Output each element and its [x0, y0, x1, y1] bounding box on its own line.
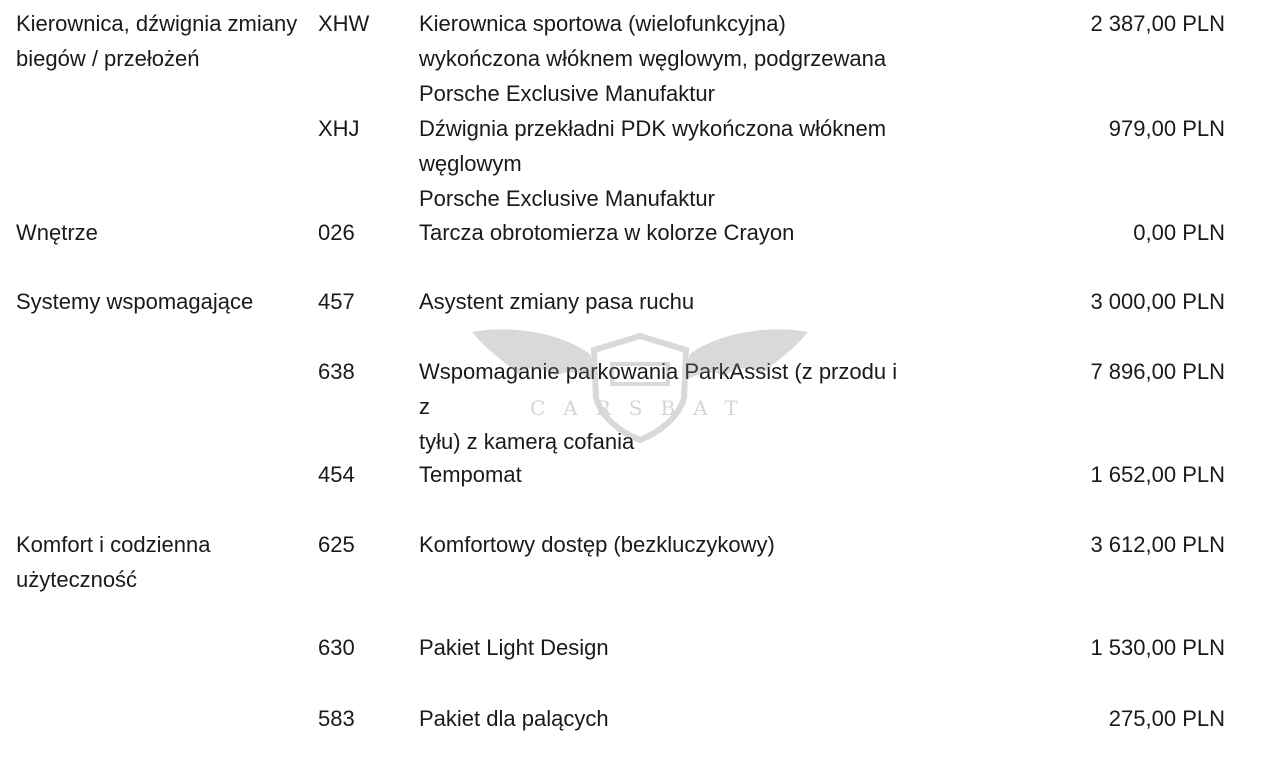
option-code: 583: [318, 706, 355, 731]
description-line: Asystent zmiany pasa ruchu: [419, 289, 695, 314]
description-line: Komfortowy dostęp (bezkluczykowy): [419, 532, 775, 557]
option-code: XHW: [318, 11, 370, 36]
description-line: tyłu) z kamerą cofania: [419, 429, 635, 454]
description-line: Tarcza obrotomierza w kolorze Crayon: [419, 220, 795, 245]
option-code: 625: [318, 532, 355, 557]
option-price: 1 530,00 PLN: [1090, 635, 1225, 660]
description-line: Pakiet dla palących: [419, 706, 609, 731]
option-description: [419, 527, 899, 562]
option-description: [419, 630, 899, 665]
option-code: 026: [318, 220, 355, 245]
option-description: [419, 111, 899, 216]
option-price: 3 612,00 PLN: [1090, 532, 1225, 557]
description-line: wykończona włóknem węglowym, podgrzewana: [419, 46, 887, 71]
option-code: XHJ: [318, 116, 360, 141]
description-line: Pakiet Light Design: [419, 635, 609, 660]
option-price: 1 652,00 PLN: [1090, 462, 1225, 487]
category-label: Systemy wspomagające: [16, 289, 254, 314]
option-description: [419, 354, 899, 459]
option-code: 457: [318, 289, 355, 314]
description-line: Porsche Exclusive Manufaktur: [419, 81, 715, 106]
option-price: 979,00 PLN: [1108, 116, 1225, 141]
watermark-text: CARSBAT: [530, 396, 756, 420]
option-price: 3 000,00 PLN: [1090, 289, 1225, 314]
description-line: Porsche Exclusive Manufaktur: [419, 186, 715, 211]
option-description: [419, 701, 899, 736]
option-code: 638: [318, 359, 355, 384]
description-line: węglowym: [419, 151, 522, 176]
option-code: 630: [318, 635, 355, 660]
option-description: [419, 6, 899, 111]
option-code: 454: [318, 462, 355, 487]
description-line: Wspomaganie parkowania ParkAssist (z przodu i z: [419, 359, 898, 419]
option-price: 7 896,00 PLN: [1090, 359, 1225, 384]
option-price: 275,00 PLN: [1108, 706, 1225, 731]
description-line: Dźwignia przekładni PDK wykończona włóknem: [419, 116, 887, 141]
option-description: [419, 215, 899, 250]
description-line: Kierownica sportowa (wielofunkcyjna): [419, 11, 786, 36]
option-price: 0,00 PLN: [1133, 220, 1225, 245]
option-price: 2 387,00 PLN: [1090, 11, 1225, 36]
option-description: [419, 284, 899, 319]
category-label: Wnętrze: [16, 220, 98, 245]
description-line: Tempomat: [419, 462, 522, 487]
category-label: Kierownica, dźwignia zmiany biegów / przełożeń: [16, 11, 298, 71]
option-description: [419, 457, 899, 492]
category-label: Komfort i codzienna użyteczność: [16, 532, 211, 592]
